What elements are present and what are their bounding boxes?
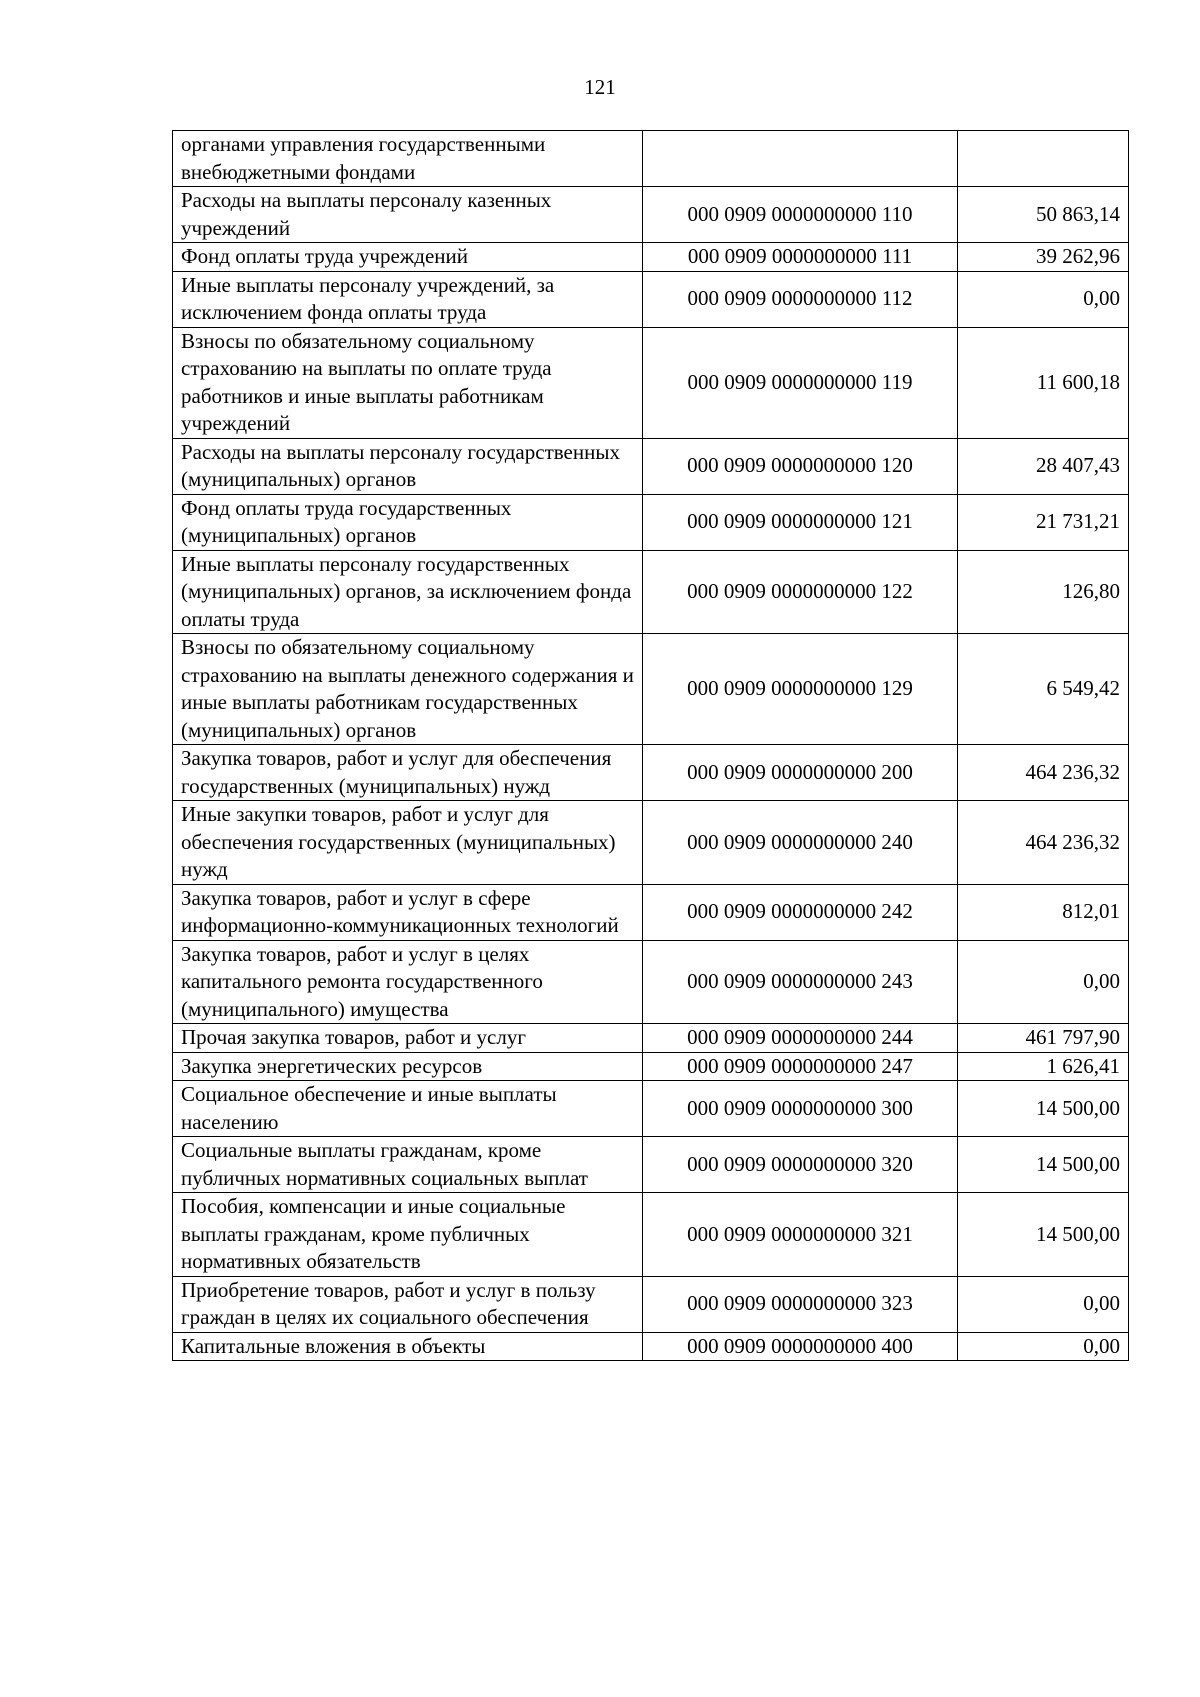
table-row: [173, 1193, 1129, 1277]
amount-cell: 21 731,21: [958, 494, 1129, 550]
expense-name-cell: Расходы на выплаты персоналу казенных учреждений: [173, 187, 643, 243]
expense-name-cell: Социальное обеспечение и иные выплаты населению: [173, 1081, 643, 1137]
expense-name-cell: Взносы по обязательному социальному страхованию на выплаты по оплате труда работников и иные выплаты работникам учреждений: [173, 327, 643, 438]
budget-code-cell: 000 0909 0000000000 121: [643, 494, 958, 550]
table-row: [173, 1052, 1129, 1081]
expense-name-cell: Закупка энергетических ресурсов: [173, 1052, 643, 1081]
table-row: [173, 131, 1129, 187]
expense-name-cell: Фонд оплаты труда учреждений: [173, 243, 643, 272]
amount-cell: 11 600,18: [958, 327, 1129, 438]
expense-name-cell: Закупка товаров, работ и услуг для обеспечения государственных (муниципальных) нужд: [173, 745, 643, 801]
budget-table-body: [173, 131, 1129, 1361]
amount-cell: [958, 131, 1129, 187]
expense-name-cell: Взносы по обязательному социальному страхованию на выплаты денежного содержания и иные выплаты работникам государственных (муниципальных) органов: [173, 634, 643, 745]
amount-cell: 0,00: [958, 1332, 1129, 1361]
budget-code-cell: 000 0909 0000000000 242: [643, 884, 958, 940]
amount-cell: 50 863,14: [958, 187, 1129, 243]
amount-cell: 0,00: [958, 1276, 1129, 1332]
expense-name-cell: Иные выплаты персоналу государственных (муниципальных) органов, за исключением фонда оплаты труда: [173, 550, 643, 634]
table-row: [173, 243, 1129, 272]
amount-cell: 0,00: [958, 940, 1129, 1024]
budget-code-cell: 000 0909 0000000000 247: [643, 1052, 958, 1081]
budget-code-cell: 000 0909 0000000000 112: [643, 271, 958, 327]
table-row: [173, 550, 1129, 634]
table-row: [173, 884, 1129, 940]
budget-code-cell: 000 0909 0000000000 321: [643, 1193, 958, 1277]
budget-code-cell: 000 0909 0000000000 323: [643, 1276, 958, 1332]
budget-code-cell: 000 0909 0000000000 129: [643, 634, 958, 745]
expense-name-cell: Закупка товаров, работ и услуг в сфере информационно-коммуникационных технологий: [173, 884, 643, 940]
table-row: [173, 634, 1129, 745]
amount-cell: 14 500,00: [958, 1193, 1129, 1277]
table-row: [173, 1024, 1129, 1053]
budget-table: [172, 130, 1129, 1361]
budget-code-cell: 000 0909 0000000000 243: [643, 940, 958, 1024]
amount-cell: 464 236,32: [958, 745, 1129, 801]
expense-name-cell: Фонд оплаты труда государственных (муниципальных) органов: [173, 494, 643, 550]
expense-name-cell: Иные выплаты персоналу учреждений, за исключением фонда оплаты труда: [173, 271, 643, 327]
table-row: [173, 494, 1129, 550]
expense-name-cell: Иные закупки товаров, работ и услуг для обеспечения государственных (муниципальных) нужд: [173, 801, 643, 885]
table-row: [173, 327, 1129, 438]
table-row: [173, 187, 1129, 243]
table-row: [173, 1332, 1129, 1361]
table-row: [173, 801, 1129, 885]
budget-code-cell: 000 0909 0000000000 110: [643, 187, 958, 243]
budget-code-cell: 000 0909 0000000000 320: [643, 1137, 958, 1193]
table-row: [173, 1137, 1129, 1193]
expense-name-cell: органами управления государственными внебюджетными фондами: [173, 131, 643, 187]
budget-code-cell: 000 0909 0000000000 119: [643, 327, 958, 438]
budget-code-cell: 000 0909 0000000000 240: [643, 801, 958, 885]
expense-name-cell: Расходы на выплаты персоналу государственных (муниципальных) органов: [173, 438, 643, 494]
budget-code-cell: 000 0909 0000000000 400: [643, 1332, 958, 1361]
table-row: [173, 271, 1129, 327]
expense-name-cell: Пособия, компенсации и иные социальные выплаты гражданам, кроме публичных нормативных обязательств: [173, 1193, 643, 1277]
amount-cell: 1 626,41: [958, 1052, 1129, 1081]
amount-cell: 39 262,96: [958, 243, 1129, 272]
expense-name-cell: Прочая закупка товаров, работ и услуг: [173, 1024, 643, 1053]
amount-cell: 461 797,90: [958, 1024, 1129, 1053]
amount-cell: 28 407,43: [958, 438, 1129, 494]
expense-name-cell: Социальные выплаты гражданам, кроме публичных нормативных социальных выплат: [173, 1137, 643, 1193]
amount-cell: 0,00: [958, 271, 1129, 327]
budget-code-cell: 000 0909 0000000000 200: [643, 745, 958, 801]
expense-name-cell: Приобретение товаров, работ и услуг в пользу граждан в целях их социального обеспечения: [173, 1276, 643, 1332]
amount-cell: 464 236,32: [958, 801, 1129, 885]
budget-code-cell: 000 0909 0000000000 120: [643, 438, 958, 494]
table-row: [173, 438, 1129, 494]
budget-code-cell: 000 0909 0000000000 111: [643, 243, 958, 272]
amount-cell: 6 549,42: [958, 634, 1129, 745]
expense-name-cell: Капитальные вложения в объекты: [173, 1332, 643, 1361]
budget-code-cell: 000 0909 0000000000 122: [643, 550, 958, 634]
amount-cell: 812,01: [958, 884, 1129, 940]
table-row: [173, 1081, 1129, 1137]
table-row: [173, 745, 1129, 801]
amount-cell: 14 500,00: [958, 1081, 1129, 1137]
budget-code-cell: 000 0909 0000000000 244: [643, 1024, 958, 1053]
amount-cell: 14 500,00: [958, 1137, 1129, 1193]
amount-cell: 126,80: [958, 550, 1129, 634]
budget-code-cell: [643, 131, 958, 187]
expense-name-cell: Закупка товаров, работ и услуг в целях капитального ремонта государственного (муниципального) имущества: [173, 940, 643, 1024]
table-row: [173, 1276, 1129, 1332]
table-row: [173, 940, 1129, 1024]
budget-code-cell: 000 0909 0000000000 300: [643, 1081, 958, 1137]
page-number: 121: [584, 75, 616, 99]
